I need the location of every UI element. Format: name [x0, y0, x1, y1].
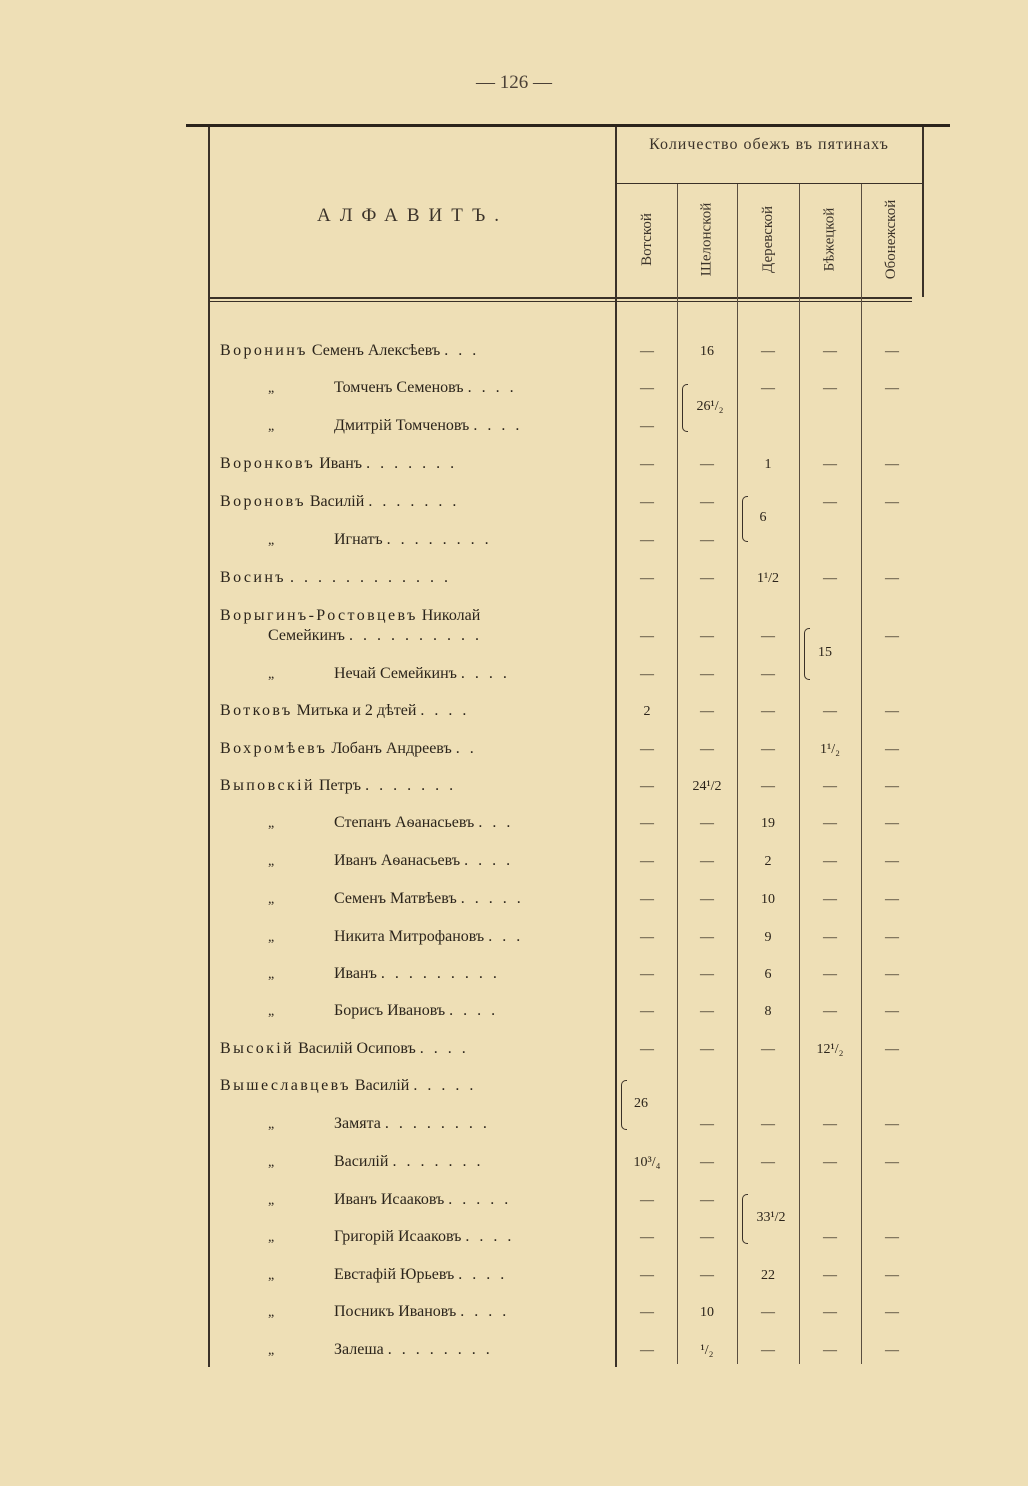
cell-bezhetskoy: — — [823, 1230, 837, 1245]
entry-name — [220, 454, 608, 474]
entry-given-name: Василій — [334, 1153, 389, 1170]
table-row — [0, 846, 1028, 876]
ditto-mark: „ — [268, 667, 275, 682]
entry-name — [268, 416, 608, 437]
cell-bezhetskoy: — — [823, 1117, 837, 1132]
entry-given-name: Посникъ Ивановъ — [334, 1303, 457, 1320]
entry-given-name: Дмитрій Томченовъ — [334, 417, 470, 434]
cell-votskoy: — — [640, 967, 654, 982]
table-row — [0, 1222, 1028, 1252]
merged-cell-votskoy-vysheslavtsev: 26 — [634, 1096, 648, 1111]
cell-votskoy: — — [640, 854, 654, 869]
entry-name — [268, 1302, 608, 1323]
cell-shelonskoy: — — [700, 816, 714, 831]
cell-bezhetskoy: — — [823, 381, 837, 396]
ditto-mark: „ — [268, 1230, 275, 1245]
ditto-mark: „ — [268, 419, 275, 434]
table-row — [0, 1109, 1028, 1139]
cell-bezhetskoy: — — [823, 967, 837, 982]
ditto-mark: „ — [268, 854, 275, 869]
entry-name — [220, 1076, 608, 1096]
column-header-votskoy: Вотской — [638, 212, 655, 266]
leader-dots: . . . . — [465, 1228, 515, 1245]
cell-shelonskoy: — — [700, 742, 714, 757]
cell-votskoy: — — [640, 930, 654, 945]
leader-dots: . . . . — [473, 417, 523, 434]
cell-derevskoy: 9 — [764, 930, 772, 945]
entry-name — [268, 1114, 608, 1135]
cell-bezhetskoy: — — [823, 1004, 837, 1019]
cell-shelonskoy: — — [700, 457, 714, 472]
table-row — [0, 734, 1028, 764]
table-row — [0, 525, 1028, 555]
cell-votskoy: — — [640, 571, 654, 586]
leader-dots: . . — [455, 740, 477, 757]
cell-bezhetskoy: — — [823, 1343, 837, 1358]
entry-name — [268, 813, 608, 834]
cell-shelonskoy: — — [700, 533, 714, 548]
page-number: — 126 — — [476, 72, 552, 93]
entry-name — [220, 701, 608, 721]
cell-votskoy: — — [640, 742, 654, 757]
cell-shelonskoy: — — [700, 704, 714, 719]
ditto-mark: „ — [268, 1193, 275, 1208]
entry-name — [268, 626, 608, 646]
entry-surname: Высокій — [220, 1040, 295, 1057]
cell-derevskoy: 19 — [761, 816, 775, 831]
table-row — [0, 621, 1028, 651]
cell-bezhetskoy: — — [823, 930, 837, 945]
cell-derevskoy: — — [761, 704, 775, 719]
entry-surname: Ворыгинъ-Ростовцевъ — [220, 607, 418, 624]
leader-dots: . . . . — [458, 1266, 508, 1283]
cell-bezhetskoy: — — [823, 457, 837, 472]
cell-derevskoy: — — [761, 779, 775, 794]
cell-derevskoy: 10 — [761, 892, 775, 907]
cell-shelonskoy: — — [700, 495, 714, 510]
leader-dots: . . . . — [467, 379, 517, 396]
cell-shelonskoy: — — [700, 854, 714, 869]
ditto-mark: „ — [268, 930, 275, 945]
cell-obonezhskoy: — — [885, 816, 899, 831]
entry-surname: Воронинъ — [220, 342, 308, 359]
cell-obonezhskoy: — — [885, 967, 899, 982]
ditto-mark: „ — [268, 533, 275, 548]
leader-dots: . . . . — [419, 1040, 469, 1057]
cell-shelonskoy: 16 — [700, 344, 714, 359]
entry-name — [268, 927, 608, 948]
entry-name — [220, 739, 608, 759]
cell-bezhetskoy: 1¹/₂ — [820, 742, 840, 757]
table-row — [0, 771, 1028, 801]
column-header-bezhetskoy: Бѣжецкой — [821, 207, 838, 271]
cell-obonezhskoy: — — [885, 1155, 899, 1170]
ditto-mark: „ — [268, 1268, 275, 1283]
leader-dots: . . . . . . . . . . — [348, 627, 482, 644]
cell-derevskoy: — — [761, 344, 775, 359]
cell-votskoy: — — [640, 495, 654, 510]
table-row — [0, 373, 1028, 403]
cell-shelonskoy: 10 — [700, 1305, 714, 1320]
entry-given-name: Борисъ Ивановъ — [334, 1002, 446, 1019]
cell-bezhetskoy: — — [823, 704, 837, 719]
cell-shelonskoy: — — [700, 1004, 714, 1019]
table-row — [0, 563, 1028, 593]
leader-dots: . . . — [488, 928, 524, 945]
entry-given-name: Василій — [309, 493, 365, 510]
entry-given-name: Залеша — [334, 1341, 384, 1358]
entry-name — [268, 1227, 608, 1248]
table-row — [0, 1185, 1028, 1215]
top-rule — [186, 124, 950, 127]
cell-shelonskoy: — — [700, 1193, 714, 1208]
entry-given-name: Никита Митрофановъ — [334, 928, 485, 945]
entry-given-name: Иванъ Аѳанасьевъ — [334, 852, 461, 869]
ditto-mark: „ — [268, 1155, 275, 1170]
cell-votskoy: — — [640, 892, 654, 907]
brace-votskoy-vysheslavtsev — [621, 1080, 627, 1130]
entry-given-name: Семенъ Матвѣевъ — [334, 890, 457, 907]
cell-votskoy: — — [640, 1343, 654, 1358]
entry-name — [268, 889, 608, 910]
leader-dots: . . . . — [460, 665, 510, 682]
cell-votskoy: — — [640, 629, 654, 644]
table-row — [0, 1335, 1028, 1365]
entry-name — [268, 964, 608, 985]
leader-dots: . . . . . . . — [365, 777, 457, 794]
cell-shelonskoy: — — [700, 967, 714, 982]
cell-obonezhskoy: — — [885, 1042, 899, 1057]
ditto-mark: „ — [268, 892, 275, 907]
cell-votskoy: — — [640, 667, 654, 682]
cell-votskoy: — — [640, 419, 654, 434]
entry-given-name: Замята — [334, 1115, 381, 1132]
merged-cell-shelonskoy-tomchen: 26¹/₂ — [696, 399, 724, 414]
table-row — [0, 996, 1028, 1026]
ditto-mark: „ — [268, 967, 275, 982]
cell-obonezhskoy: — — [885, 629, 899, 644]
entry-given-name: Иванъ — [319, 455, 363, 472]
cell-votskoy: — — [640, 344, 654, 359]
cell-derevskoy: — — [761, 381, 775, 396]
entry-given-name: Семенъ Алексѣевъ — [311, 342, 441, 359]
cell-votskoy: — — [640, 1042, 654, 1057]
cell-derevskoy: 8 — [764, 1004, 772, 1019]
header-bottom-rule-2 — [210, 301, 912, 302]
cell-obonezhskoy: — — [885, 892, 899, 907]
cell-shelonskoy: ¹/₂ — [700, 1343, 714, 1358]
table-row — [0, 884, 1028, 914]
cell-derevskoy: 1¹/2 — [756, 571, 780, 586]
entry-name — [268, 1152, 608, 1173]
entry-name — [220, 568, 608, 588]
entry-surname: Вороновъ — [220, 493, 306, 510]
cell-derevskoy: — — [761, 1117, 775, 1132]
leader-dots: . . . . . . . — [366, 455, 458, 472]
merged-cell-derevskoy-voronov: 6 — [759, 510, 767, 525]
entry-given-name: Семейкинъ — [268, 627, 345, 644]
entry-given-name: Григорій Исааковъ — [334, 1228, 462, 1245]
ditto-mark: „ — [268, 1117, 275, 1132]
group-header-rule — [617, 183, 922, 184]
entry-given-name: Митька и 2 дѣтей — [296, 702, 417, 719]
entry-name — [268, 1340, 608, 1361]
table-row — [0, 487, 1028, 517]
cell-obonezhskoy: — — [885, 779, 899, 794]
table-row — [0, 1260, 1028, 1290]
cell-obonezhskoy: — — [885, 930, 899, 945]
leader-dots: . . . . . . . . . . . . — [289, 569, 451, 586]
entry-name — [220, 492, 608, 512]
merged-cell-derevskoy-isaakov: 33¹/2 — [756, 1210, 786, 1225]
cell-obonezhskoy: — — [885, 344, 899, 359]
cell-obonezhskoy: — — [885, 1343, 899, 1358]
leader-dots: . . . . . . . . . — [380, 965, 500, 982]
cell-shelonskoy: — — [700, 1268, 714, 1283]
cell-derevskoy: — — [761, 1042, 775, 1057]
column-header-obonezhskoy: Обонежской — [883, 199, 900, 279]
cell-votskoy: — — [640, 1193, 654, 1208]
cell-bezhetskoy: 12¹/₂ — [816, 1042, 844, 1057]
table-row — [0, 808, 1028, 838]
alphabet-title: АЛФАВИТЪ. — [316, 205, 509, 226]
cell-obonezhskoy: — — [885, 1305, 899, 1320]
cell-votskoy: — — [640, 779, 654, 794]
leader-dots: . . . . . — [460, 890, 524, 907]
cell-votskoy: 10³/₄ — [633, 1155, 661, 1170]
entry-given-name: Игнатъ — [334, 531, 383, 548]
cell-obonezhskoy: — — [885, 854, 899, 869]
cell-shelonskoy: — — [700, 1155, 714, 1170]
cell-derevskoy: 2 — [764, 854, 772, 869]
cell-bezhetskoy: — — [823, 1268, 837, 1283]
cell-votskoy: — — [640, 1305, 654, 1320]
entry-given-name: Николай — [421, 607, 481, 624]
cell-obonezhskoy: — — [885, 1004, 899, 1019]
entry-given-name: Степанъ Аѳанасьевъ — [334, 814, 475, 831]
cell-obonezhskoy: — — [885, 1230, 899, 1245]
table-row — [0, 1071, 1028, 1101]
cell-derevskoy: 22 — [761, 1268, 775, 1283]
leader-dots: . . . . — [449, 1002, 499, 1019]
cell-bezhetskoy: — — [823, 854, 837, 869]
cell-votskoy: — — [640, 816, 654, 831]
entry-surname: Вышеславцевъ — [220, 1077, 351, 1094]
cell-shelonskoy: — — [700, 1117, 714, 1132]
column-header-shelonskoy: Шелонской — [698, 202, 715, 276]
leader-dots: . . . . . — [413, 1077, 477, 1094]
leader-dots: . . . . . . . — [368, 493, 460, 510]
table-row — [0, 1147, 1028, 1177]
leader-dots: . . . . — [464, 852, 514, 869]
entry-surname: Вотковъ — [220, 702, 293, 719]
cell-bezhetskoy: — — [823, 344, 837, 359]
entry-given-name: Томченъ Семеновъ — [334, 379, 464, 396]
table-row — [0, 411, 1028, 441]
cell-bezhetskoy: — — [823, 892, 837, 907]
leader-dots: . . . . . . . . — [384, 1115, 490, 1132]
cell-votskoy: — — [640, 533, 654, 548]
entry-name — [268, 1001, 608, 1022]
obezh-count-title: Количество обежъ въ пятинахъ — [649, 136, 889, 153]
cell-bezhetskoy: — — [823, 571, 837, 586]
table-row — [0, 1297, 1028, 1327]
cell-bezhetskoy: — — [823, 1305, 837, 1320]
leader-dots: . . . . . . . . — [387, 1341, 493, 1358]
cell-obonezhskoy: — — [885, 381, 899, 396]
table-row — [0, 659, 1028, 689]
table-row — [0, 959, 1028, 989]
ditto-mark: „ — [268, 1343, 275, 1358]
table-right-border — [922, 127, 924, 297]
entry-given-name: Евстафій Юрьевъ — [334, 1266, 455, 1283]
cell-votskoy: — — [640, 1004, 654, 1019]
cell-derevskoy: — — [761, 742, 775, 757]
header-bottom-rule — [210, 297, 912, 299]
cell-shelonskoy: 24¹/2 — [692, 779, 722, 794]
cell-derevskoy: 1 — [764, 457, 772, 472]
cell-shelonskoy: — — [700, 667, 714, 682]
ditto-mark: „ — [268, 381, 275, 396]
cell-derevskoy: — — [761, 1343, 775, 1358]
entry-surname: Вoронковъ — [220, 455, 316, 472]
leader-dots: . . . — [478, 814, 514, 831]
leader-dots: . . . . . — [448, 1191, 512, 1208]
entry-given-name: Петръ — [318, 777, 362, 794]
entry-name — [268, 1190, 608, 1211]
cell-obonezhskoy: — — [885, 1117, 899, 1132]
cell-obonezhskoy: — — [885, 742, 899, 757]
cell-obonezhskoy: — — [885, 1268, 899, 1283]
entry-name — [268, 1265, 608, 1286]
table-row — [0, 922, 1028, 952]
table-row — [0, 696, 1028, 726]
entry-name — [268, 378, 608, 399]
entry-surname: Выповскій — [220, 777, 315, 794]
cell-bezhetskoy: — — [823, 495, 837, 510]
entry-name — [220, 776, 608, 796]
cell-votskoy: 2 — [643, 704, 651, 719]
cell-bezhetskoy: — — [823, 1155, 837, 1170]
cell-obonezhskoy: — — [885, 704, 899, 719]
cell-votskoy: — — [640, 1230, 654, 1245]
cell-shelonskoy: — — [700, 892, 714, 907]
ditto-mark: „ — [268, 1004, 275, 1019]
column-header-derevskoy: Деревской — [759, 205, 776, 273]
cell-shelonskoy: — — [700, 629, 714, 644]
entry-given-name: Василій Осиповъ — [298, 1040, 416, 1057]
table-row — [0, 1034, 1028, 1064]
leader-dots: . . . . . . . . — [386, 531, 492, 548]
entry-name — [268, 530, 608, 551]
entry-surname: Восинъ — [220, 569, 286, 586]
table-row — [0, 336, 1028, 366]
table-row — [0, 449, 1028, 479]
cell-derevskoy: — — [761, 629, 775, 644]
entry-given-name: Лобанъ Андреевъ — [331, 740, 452, 757]
cell-shelonskoy: — — [700, 1230, 714, 1245]
cell-votskoy: — — [640, 457, 654, 472]
entry-given-name: Иванъ — [334, 965, 377, 982]
entry-surname: Вохромѣевъ — [220, 740, 328, 757]
leader-dots: . . . . — [460, 1303, 510, 1320]
cell-obonezhskoy: — — [885, 457, 899, 472]
cell-derevskoy: — — [761, 1305, 775, 1320]
cell-bezhetskoy: — — [823, 816, 837, 831]
entry-name — [268, 664, 608, 685]
cell-votskoy: — — [640, 1268, 654, 1283]
cell-votskoy: — — [640, 381, 654, 396]
entry-name — [220, 341, 608, 361]
cell-obonezhskoy: — — [885, 571, 899, 586]
entry-name — [220, 1039, 608, 1059]
cell-bezhetskoy: — — [823, 779, 837, 794]
entry-name — [268, 851, 608, 872]
ditto-mark: „ — [268, 816, 275, 831]
cell-derevskoy: — — [761, 1155, 775, 1170]
merged-cell-bezhetskoy-vorygin: 15 — [818, 645, 832, 660]
ditto-mark: „ — [268, 1305, 275, 1320]
cell-derevskoy: — — [761, 667, 775, 682]
entry-given-name: Василій — [354, 1077, 410, 1094]
cell-derevskoy: 6 — [764, 967, 772, 982]
cell-shelonskoy: — — [700, 1042, 714, 1057]
cell-shelonskoy: — — [700, 571, 714, 586]
entry-given-name: Иванъ Исааковъ — [334, 1191, 445, 1208]
leader-dots: . . . — [444, 342, 480, 359]
entry-given-name: Нечай Семейкинъ — [334, 665, 457, 682]
cell-shelonskoy: — — [700, 930, 714, 945]
leader-dots: . . . . — [420, 702, 470, 719]
leader-dots: . . . . . . . — [392, 1153, 484, 1170]
cell-obonezhskoy: — — [885, 495, 899, 510]
